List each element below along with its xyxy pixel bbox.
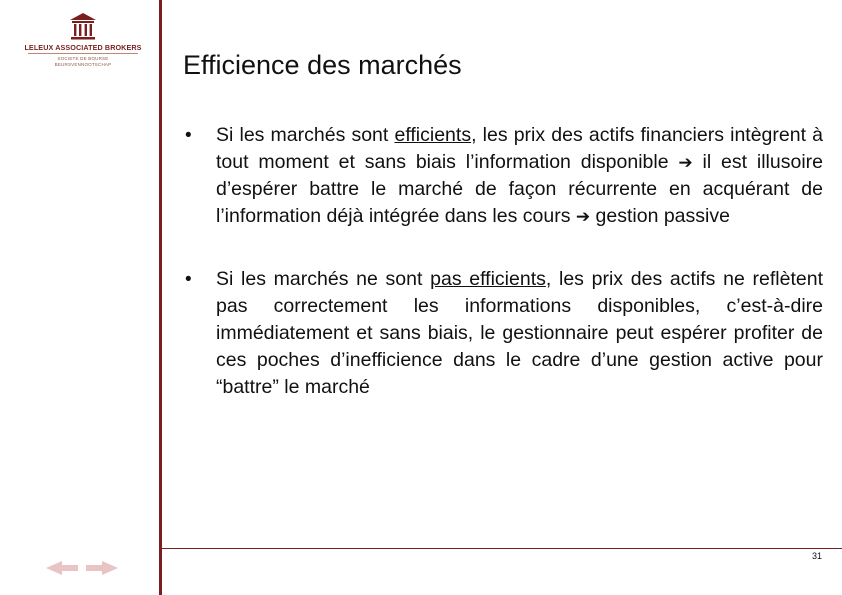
company-logo [18,12,148,72]
bullet-text-part: Si les marchés sont [216,124,395,146]
arrow-right-icon: ➔ [678,153,693,172]
slide-title: Efficience des marchés [183,50,462,80]
bullet-text-part: , les prix des actifs ne reflètent pas correctement les informations disponibles, c’est-à-dire immédiatement et sans biais, le gestionnaire peut espérer profiter de ces poches d’inefficience dans le cadre d’une gestion active pour “battre” le marché [216,268,823,398]
logo-divider [28,53,138,54]
bullet-item-efficient [183,122,823,230]
arrow-right-icon[interactable] [86,560,118,576]
bullet-text-part: Si les marchés ne sont [216,268,431,290]
slide-navigation [46,560,118,576]
footer-divider [162,548,842,549]
logo-company-name: LELEUX ASSOCIATED BROKERS [24,43,142,52]
bullet-text-part: gestion passive [590,205,730,227]
sidebar-divider [159,0,162,595]
bullet-item-inefficient [183,266,823,401]
bullet-text [216,122,823,230]
bullet-list [183,122,823,437]
bullet-marker: • [185,269,192,290]
building-icon [68,12,98,42]
underlined-term: pas efficients [430,268,546,290]
arrow-left-icon[interactable] [46,560,78,576]
bullet-text-part: , les prix des actifs financiers intègrent à tout moment et sans biais l’information disponible [216,124,823,173]
arrow-right-icon: ➔ [575,207,591,226]
page-number: 31 [812,551,823,561]
bullet-text-part: il est illusoire d’espérer battre le marché de façon récurrente en acquérant de l’information déjà intégrée dans les cours [216,151,824,227]
underlined-term: efficients [394,124,472,146]
bullet-text [216,266,823,401]
logo-subtitle-nl: BEURSVENNOOTSCHAP [54,62,112,67]
logo-subtitle-fr: SOCIETE DE BOURSE [57,56,109,61]
bullet-marker: • [185,125,192,146]
